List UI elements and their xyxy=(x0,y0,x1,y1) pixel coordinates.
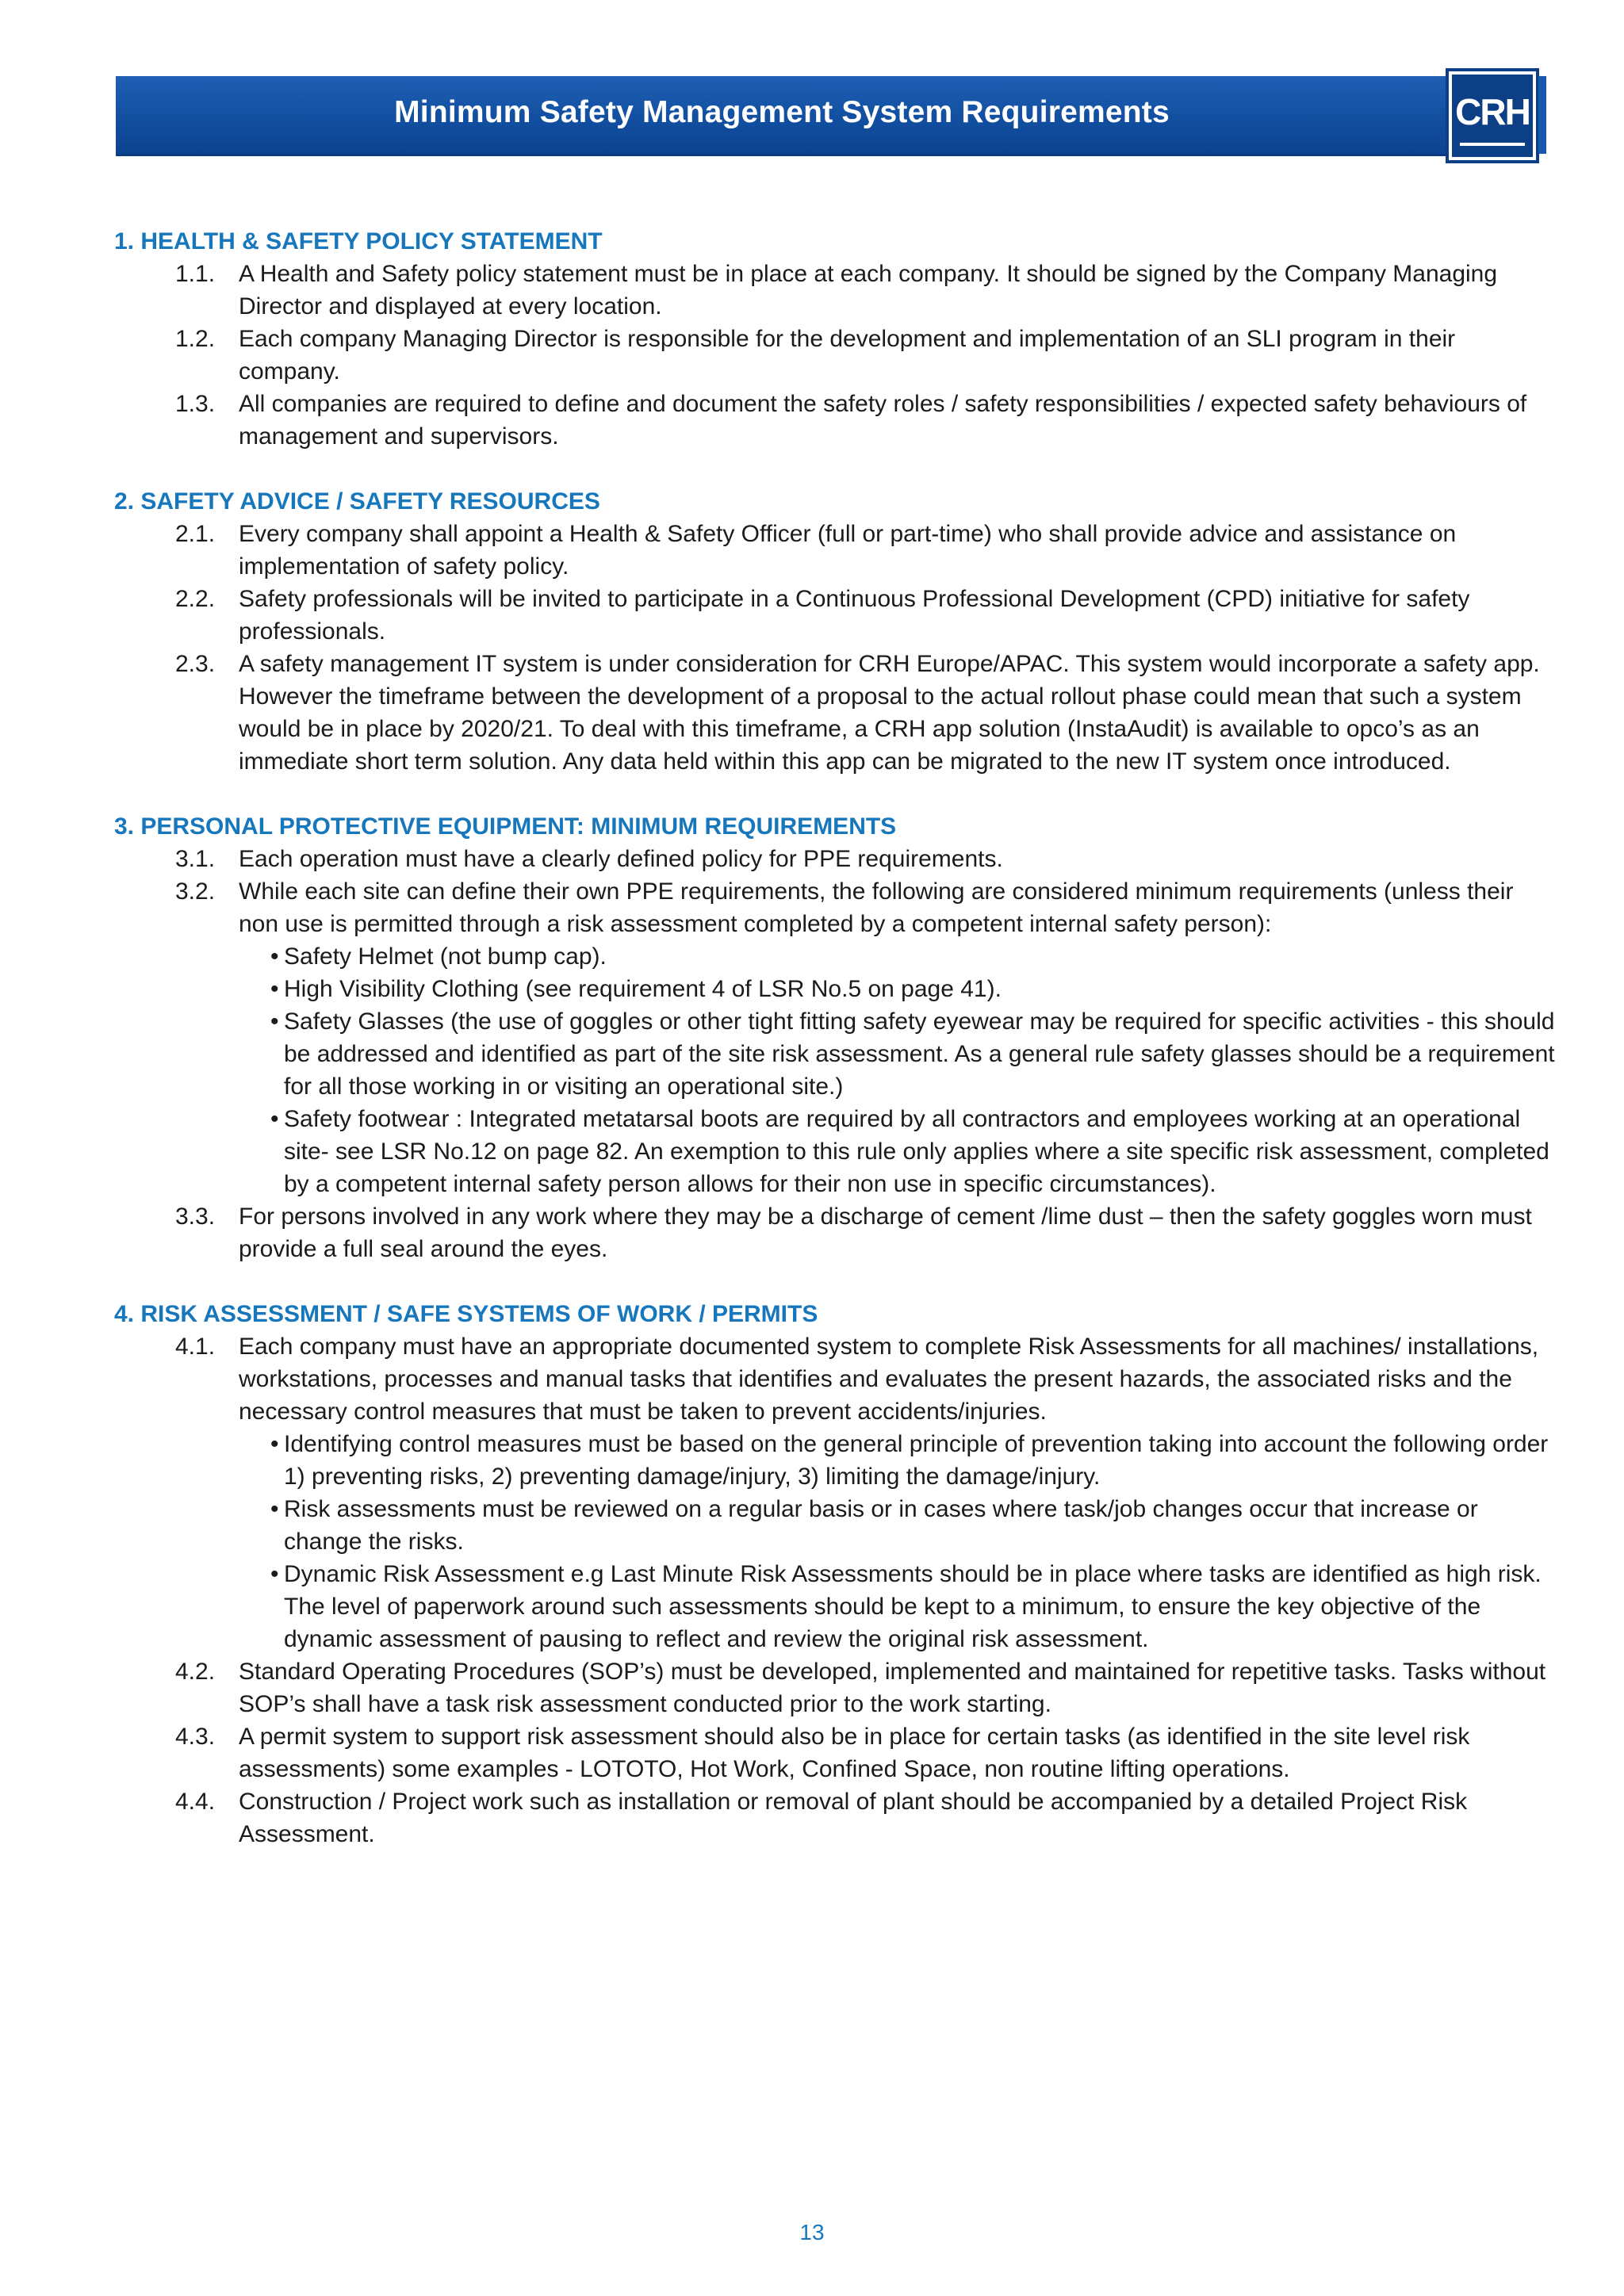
bullet-dot: • xyxy=(270,976,279,1002)
bullet-dot: • xyxy=(270,1496,279,1522)
list-item xyxy=(114,1200,1557,1265)
item-text: Each company must have an appropriate documented system to complete Risk Assessments for all machines/ installations, workstations, processes and manual tasks that identifies and evaluates the present hazards, the associated risks and the necessary control measures that must be taken to prevent accidents/injuries. xyxy=(239,1334,1539,1425)
item-number: 2.2. xyxy=(175,586,216,612)
item-number: 2.1. xyxy=(175,521,216,547)
list-item xyxy=(114,1330,1557,1428)
list-item xyxy=(114,258,1557,323)
section-safety-advice xyxy=(114,485,1557,778)
bullet-dot: • xyxy=(270,1561,279,1587)
bullet-dot: • xyxy=(270,1106,279,1132)
bullet-text: Risk assessments must be reviewed on a regular basis or in cases where task/job changes occur that increase or change the risks. xyxy=(284,1496,1478,1555)
list-item xyxy=(114,388,1557,453)
item-text: Standard Operating Procedures (SOP’s) must be developed, implemented and maintained for repetitive tasks. Tasks without SOP’s shall have a task risk assessment conducted prior to the work starting. xyxy=(239,1659,1546,1717)
section-heading: 4. RISK ASSESSMENT / SAFE SYSTEMS OF WORK / PERMITS xyxy=(114,1301,818,1327)
section-heading: 1. HEALTH & SAFETY POLICY STATEMENT xyxy=(114,228,603,254)
item-number: 3.2. xyxy=(175,878,216,905)
bullet-text: Safety Helmet (not bump cap). xyxy=(284,943,607,970)
crh-logo xyxy=(1449,71,1536,160)
item-text: Every company shall appoint a Health & Safety Officer (full or part-time) who shall provide advice and assistance on implementation of safety policy. xyxy=(239,521,1457,580)
list-item xyxy=(114,1785,1557,1850)
logo-text: CRH xyxy=(1455,91,1530,132)
bullet-dot: • xyxy=(270,1431,279,1457)
bullet-item xyxy=(114,1558,1557,1655)
item-number: 4.3. xyxy=(175,1724,216,1750)
item-number: 3.1. xyxy=(175,846,216,872)
bullet-item xyxy=(114,1493,1557,1558)
item-text: For persons involved in any work where they may be a discharge of cement /lime dust – then the safety goggles worn must provide a full seal around the eyes. xyxy=(239,1203,1532,1262)
section-risk-assessment xyxy=(114,1298,1557,1850)
item-number: 1.3. xyxy=(175,391,216,417)
item-number: 1.1. xyxy=(175,261,216,287)
header-banner xyxy=(116,76,1448,156)
bullet-item xyxy=(114,1428,1557,1493)
bullet-text: Identifying control measures must be based on the general principle of prevention taking into account the following order 1) preventing risks, 2) preventing damage/injury, 3) limiting the damage/injury. xyxy=(284,1431,1549,1490)
item-number: 2.3. xyxy=(175,651,216,677)
page-title: Minimum Safety Management System Requirements xyxy=(394,95,1170,129)
item-text: Each company Managing Director is responsible for the development and implementation of an SLI program in their company. xyxy=(239,326,1456,385)
item-number: 4.2. xyxy=(175,1659,216,1685)
item-number: 4.1. xyxy=(175,1334,216,1360)
list-item xyxy=(114,843,1557,875)
bullet-text: Dynamic Risk Assessment e.g Last Minute Risk Assessments should be in place where tasks are identified as high risk. The level of paperwork around such assessments should be kept to a minimum, to ensure the key objective of the dynamic assessment of pausing to reflect and review the original risk assessment. xyxy=(284,1561,1542,1652)
logo-accent-strip xyxy=(1538,76,1546,154)
bullet-dot: • xyxy=(270,943,279,970)
bullet-item xyxy=(114,1103,1557,1200)
bullet-dot: • xyxy=(270,1008,279,1035)
item-text: A Health and Safety policy statement must be in place at each company. It should be signed by the Company Managing Director and displayed at every location. xyxy=(239,261,1498,320)
section-policy-statement xyxy=(114,225,1557,453)
bullet-item xyxy=(114,973,1557,1005)
item-number: 3.3. xyxy=(175,1203,216,1230)
list-item xyxy=(114,875,1557,940)
page-number: 13 xyxy=(799,2220,825,2244)
list-item xyxy=(114,518,1557,583)
bullet-text: Safety Glasses (the use of goggles or other tight fitting safety eyewear may be required for specific activities - this should be addressed and identified as part of the site risk assessment. As a general rule safety glasses should be a requirement for all those working in or visiting an operational site.) xyxy=(284,1008,1555,1100)
item-text: Construction / Project work such as installation or removal of plant should be accompanied by a detailed Project Risk Assessment. xyxy=(239,1789,1468,1847)
section-ppe xyxy=(114,810,1557,1265)
list-item xyxy=(114,583,1557,648)
item-number: 4.4. xyxy=(175,1789,216,1815)
list-item xyxy=(114,1720,1557,1785)
item-text: Safety professionals will be invited to participate in a Continuous Professional Development (CPD) initiative for safety professionals. xyxy=(239,586,1470,645)
logo-underline xyxy=(1460,143,1525,146)
section-heading: 3. PERSONAL PROTECTIVE EQUIPMENT: MINIMUM REQUIREMENTS xyxy=(114,813,897,840)
item-text: A permit system to support risk assessment should also be in place for certain tasks (as identified in the site level risk assessments) some examples - LOTOTO, Hot Work, Confined Space, non routine lifting operations. xyxy=(239,1724,1470,1782)
item-text: All companies are required to define and document the safety roles / safety responsibilities / expected safety behaviours of management and supervisors. xyxy=(239,391,1527,450)
bullet-item xyxy=(114,1005,1557,1103)
list-item xyxy=(114,323,1557,388)
item-text: While each site can define their own PPE requirements, the following are considered minimum requirements (unless their non use is permitted through a risk assessment completed by a competent internal safety person): xyxy=(239,878,1514,937)
list-item xyxy=(114,648,1557,778)
item-number: 1.2. xyxy=(175,326,216,352)
bullet-text: High Visibility Clothing (see requirement 4 of LSR No.5 on page 41). xyxy=(284,976,1002,1002)
bullet-item xyxy=(114,940,1557,973)
section-heading: 2. SAFETY ADVICE / SAFETY RESOURCES xyxy=(114,488,600,515)
document-body xyxy=(114,225,1557,1883)
list-item xyxy=(114,1655,1557,1720)
bullet-text: Safety footwear : Integrated metatarsal boots are required by all contractors and employees working at an operational site- see LSR No.12 on page 82. An exemption to this rule only applies where a site specific risk assessment, completed by a competent internal safety person allows for their non use in specific circumstances). xyxy=(284,1106,1549,1197)
item-text: Each operation must have a clearly defined policy for PPE requirements. xyxy=(239,846,1003,872)
item-text: A safety management IT system is under consideration for CRH Europe/APAC. This system would incorporate a safety app. However the timeframe between the development of a proposal to the actual rollout phase could mean that such a system would be in place by 2020/21. To deal with this timeframe, a CRH app solution (InstaAudit) is available to opco’s as an immediate short term solution. Any data held within this app can be migrated to the new IT system once introduced. xyxy=(239,651,1540,775)
